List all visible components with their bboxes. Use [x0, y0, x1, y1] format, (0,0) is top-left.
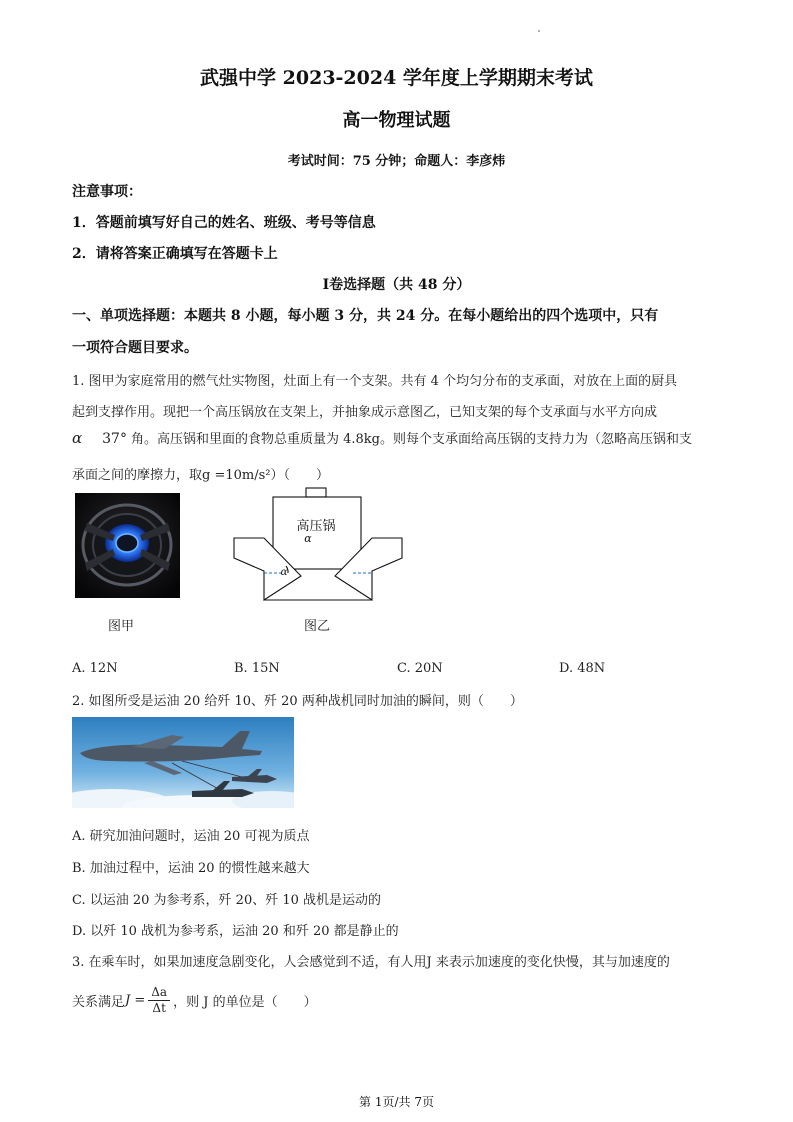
fraction-denominator: Δt — [152, 1000, 166, 1015]
formula-lhs: J = — [125, 992, 146, 1008]
notice-heading: 注意事项： — [72, 184, 142, 200]
q2-stem: 2. 如图所受是运油 20 给歼 10、歼 20 两种战机同时加油的瞬间，则（ ） — [72, 694, 523, 709]
part-one-line: 一项符合题目要求。 — [72, 340, 198, 356]
exam-title: 武强中学 2023-2024 学年度上学期期末考试 — [200, 67, 593, 89]
exam-meta: 考试时间：75 分钟；命题人：李彦炜 — [287, 154, 506, 169]
q2-option-c[interactable]: C. 以运油 20 为参考系，歼 20、歼 10 战机是运动的 — [72, 893, 382, 908]
q1-line: 承面之间的摩擦力，取g =10m/s²）（ ） — [72, 468, 329, 483]
q2-option-b[interactable]: B. 加油过程中，运油 20 的惯性越来越大 — [72, 861, 310, 876]
q1-line3 — [72, 428, 692, 447]
notice-item: 2．请将答案正确填写在答题卡上 — [72, 246, 278, 262]
fraction — [148, 985, 170, 1016]
alpha-symbol: α — [72, 429, 83, 447]
page-number: 第 1页/共 7页 — [359, 1095, 434, 1109]
exam-subtitle: 高一物理试题 — [342, 110, 451, 131]
refueling-photo — [72, 717, 294, 808]
q2-option-d[interactable]: D. 以歼 10 战机为参考系，运油 20 和歼 20 都是静止的 — [72, 924, 399, 939]
q1-line: 起到支撑作用。现把一个高压锅放在支架上，并抽象成示意图乙，已知支架的每个支承面与水平方向成 — [72, 405, 658, 420]
section-title: Ⅰ卷选择题（共 48 分） — [322, 277, 471, 293]
q3-prefix: 关系满足 — [72, 994, 125, 1010]
q2-option-a[interactable]: A. 研究加油问题时，运油 20 可视为质点 — [72, 829, 310, 844]
q1-option-c[interactable]: C. 20N — [397, 661, 443, 676]
diagram-label: 高压锅 — [296, 519, 336, 534]
q1-option-a[interactable]: A. 12N — [72, 661, 118, 676]
stove-photo — [75, 493, 180, 598]
q3-formula-line — [72, 980, 317, 1020]
q1-line-text: 角。高压锅和里面的食物总重质量为 4.8kg。则每个支承面给高压锅的支持力为（忽略高压锅和支 — [130, 432, 692, 447]
q1-option-d[interactable]: D. 48N — [559, 661, 606, 676]
alpha-label: α — [304, 532, 312, 545]
part-one-line: 一、单项选择题：本题共 8 小题，每小题 3 分，共 24 分。在每小题给出的四个选项中，只有 — [72, 308, 659, 324]
q1-line: 1. 图甲为家庭常用的燃气灶实物图，灶面上有一个支架。共有 4 个均匀分布的支承面，对放在上面的厨具 — [72, 374, 678, 389]
angle-value: 37° — [102, 431, 127, 447]
pressure-cooker-diagram — [228, 486, 408, 604]
scan-dot — [538, 30, 540, 32]
q1-option-b[interactable]: B. 15N — [234, 661, 280, 676]
q3-suffix: ，则 J 的单位是（ ） — [173, 994, 317, 1010]
fraction-numerator: Δa — [148, 985, 170, 1001]
q3-line: 3. 在乘车时，如果加速度急剧变化，人会感觉到不适，有人用J 来表示加速度的变化快慢，其与加速度的 — [72, 955, 670, 970]
fig-b-caption: 图乙 — [304, 619, 331, 634]
alpha-label: α — [280, 567, 288, 578]
notice-item: 1．答题前填写好自己的姓名、班级、考号等信息 — [72, 215, 376, 231]
fig-a-caption: 图甲 — [108, 619, 135, 634]
